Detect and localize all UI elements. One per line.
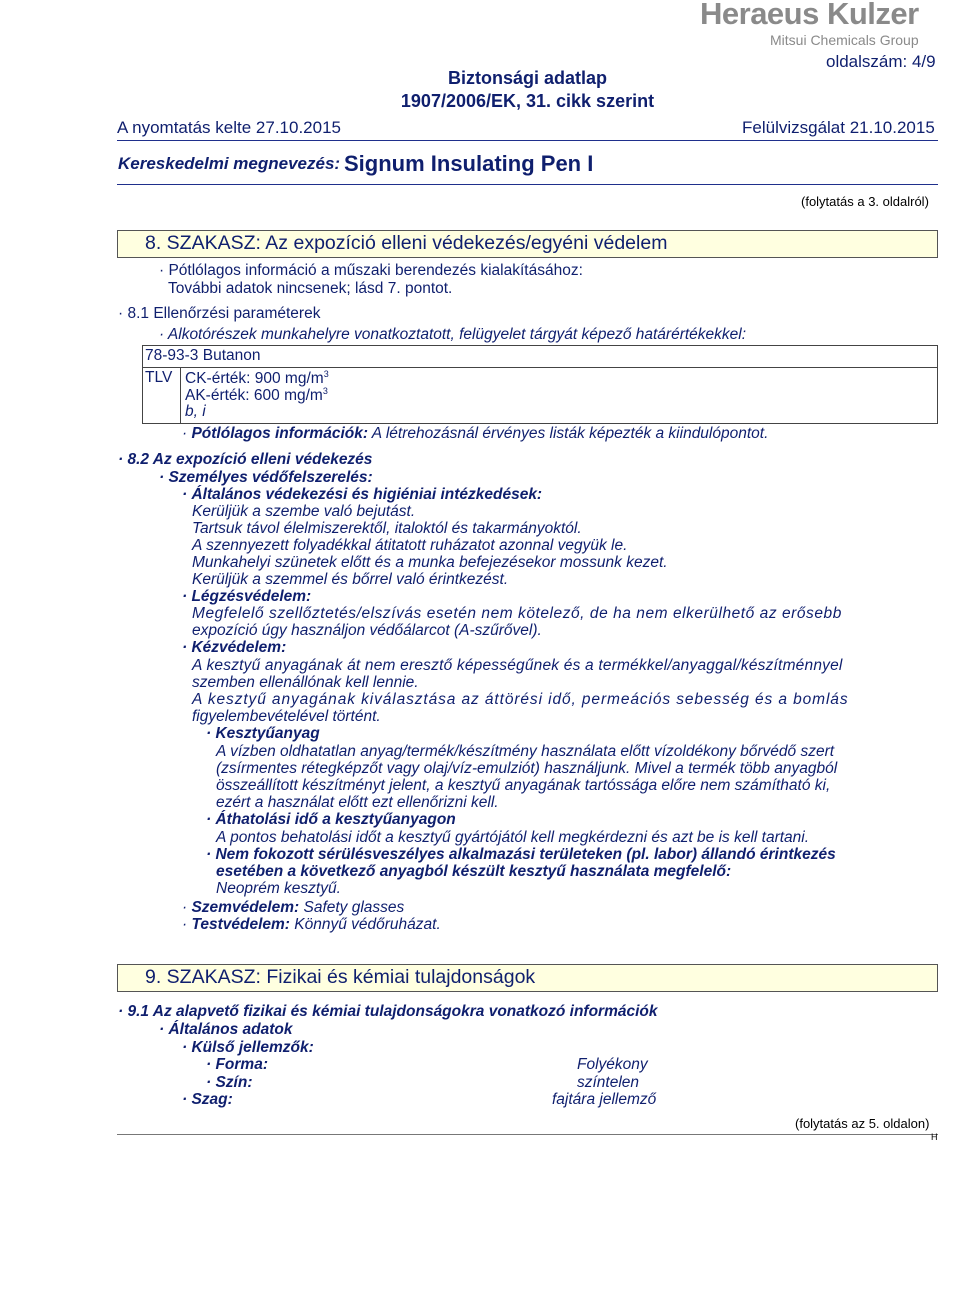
respiratory-label: · Légzésvédelem:	[182, 588, 312, 605]
document-regulation: 1907/2006/EK, 31. cikk szerint	[400, 91, 655, 111]
section-9-title: 9. SZAKASZ: Fizikai és kémiai tulajdonságok	[145, 966, 536, 988]
hygiene-line: Kerüljük a szemmel és bőrrel való érintkezést.	[192, 571, 509, 588]
penetration-text: A pontos behatolási időt a kesztyű gyártójától kell megkérdezni és azt be is kell tartani.	[216, 829, 810, 846]
engineering-label: · Pótlólagos információ a műszaki berendezés kialakításához:	[159, 262, 583, 279]
hygiene-line: A szennyezett folyadékkal átitatott ruházatot azonnal vegyük le.	[192, 537, 628, 554]
trade-name: Signum Insulating Pen I	[344, 151, 594, 176]
hand-label: · Kézvédelem:	[182, 639, 287, 656]
hand-line: szemben ellenállónak kell lennie.	[192, 674, 419, 691]
glove-material-line: összeállított készítményt jelent, a kesztyű anyagának tartóssága előre nem számítható ki,	[216, 777, 831, 794]
hand-line: A kesztyű anyagának kiválasztása az áttörési idő, permeációs sebesség és a bomlás	[192, 691, 849, 708]
section-9-heading	[117, 964, 938, 992]
footer-marker: H	[931, 1132, 938, 1142]
additional-info: · Pótlólagos információk: A létrehozásnál érvényes listák képezték a kiindulópontot.	[182, 425, 769, 442]
odor-value: fajtára jellemző	[552, 1091, 657, 1108]
ppe-label: · Személyes védőfelszerelés:	[159, 469, 373, 486]
color-label: · Szín:	[206, 1074, 253, 1091]
continued-from: (folytatás a 3. oldalról)	[801, 194, 929, 209]
ak-value: AK-érték: 600 $mg/m^3$	[185, 386, 328, 405]
penetration-label: · Áthatolási idő a kesztyűanyagon	[206, 811, 456, 828]
components-label: · Alkotórészek munkahelyre vonatkoztatott, felügyelet tárgyát képező határértékekkel:	[159, 326, 747, 343]
tlv-label: TLV	[145, 369, 173, 386]
glove-material-line: A vízben oldhatatlan anyag/termék/készítmény használata előtt vízoldékony bőrvédő szert	[216, 743, 835, 760]
respiratory-line: expozíció úgy használjon védőálarcot (A-szűrővel).	[192, 622, 542, 639]
continued-to: (folytatás az 5. oldalon)	[795, 1116, 930, 1131]
section-8-title: 8. SZAKASZ: Az expozíció elleni védekezés/egyéni védelem	[145, 232, 668, 254]
trade-name-rule	[117, 184, 938, 185]
general-data-label: · Általános adatok	[159, 1021, 293, 1038]
limit-notes: b, i	[185, 403, 206, 420]
hand-line: figyelembevételével történt.	[192, 708, 381, 725]
engineering-text: További adatok nincsenek; lásd 7. pontot.	[168, 280, 453, 297]
substance-name: 78-93-3 Butanon	[145, 347, 261, 364]
glove-recommendation: Neoprém kesztyű.	[216, 880, 341, 897]
hygiene-label: · Általános védekezési és higiéniai intézkedések:	[182, 486, 543, 503]
body-protection: · Testvédelem: Könnyű védőruházat.	[182, 916, 441, 933]
glove-material-line: (zsírmentes rétegképzőt vagy olaj/víz-emulziót) használjunk. Mivel a termék több anyagból	[216, 760, 838, 777]
section-8-heading	[117, 230, 938, 258]
page-number: oldalszám: 4/9	[826, 52, 936, 71]
revision-date: Felülvizsgálat 21.10.2015	[742, 118, 935, 137]
respiratory-line: Megfelelő szellőztetés/elszívás esetén nem kötelező, de ha nem elkerülhető az erősebb	[192, 605, 842, 622]
form-label: · Forma:	[206, 1056, 269, 1073]
eye-protection: · Szemvédelem: Safety glasses	[182, 899, 405, 916]
color-value: színtelen	[577, 1074, 640, 1091]
hygiene-line: Munkahelyi szünetek előtt és a munka befejezésekor mossunk kezet.	[192, 554, 668, 571]
hygiene-line: Kerüljük a szembe való bejutást.	[192, 503, 416, 520]
subsection-8-1: · 8.1 Ellenőrzési paraméterek	[118, 305, 321, 322]
subsection-9-1: · 9.1 Az alapvető fizikai és kémiai tulajdonságokra vonatkozó információk	[118, 1003, 658, 1020]
subsection-8-2: · 8.2 Az expozíció elleni védekezés	[118, 451, 373, 468]
hygiene-line: Tartsuk távol élelmiszerektől, italoktól és takarmányoktól.	[192, 520, 582, 537]
nonrisk-line: · Nem fokozott sérülésveszélyes alkalmazási területeken (pl. labor) állandó érintkezés	[206, 846, 836, 863]
form-value: Folyékony	[577, 1056, 648, 1073]
hand-line: A kesztyű anyagának át nem eresztő képességűnek és a termékkel/anyaggal/készítménnyel	[192, 657, 843, 674]
table-column-divider	[180, 367, 181, 423]
trade-name-label: Kereskedelmi megnevezés:	[118, 154, 341, 173]
footer-rule	[117, 1134, 938, 1135]
company-logo-subtitle: Mitsui Chemicals Group	[770, 32, 919, 48]
glove-material-line: ezért a használat előtt ezt ellenőrizni kell.	[216, 794, 499, 811]
appearance-label: · Külső jellemzők:	[182, 1039, 314, 1056]
header-rule	[117, 140, 938, 141]
glove-material-label: · Kesztyűanyag	[206, 725, 320, 742]
nonrisk-line: esetében a következő anyagból készült kesztyű használata megfelelő:	[216, 863, 732, 880]
print-date: A nyomtatás kelte 27.10.2015	[117, 118, 341, 137]
odor-label: · Szag:	[182, 1091, 233, 1108]
ck-value: CK-érték: 900 $mg/m^3$	[185, 369, 329, 388]
document-title: Biztonsági adatlap	[447, 68, 608, 88]
table-divider	[143, 367, 937, 368]
company-logo: Heraeus Kulzer	[700, 0, 919, 31]
